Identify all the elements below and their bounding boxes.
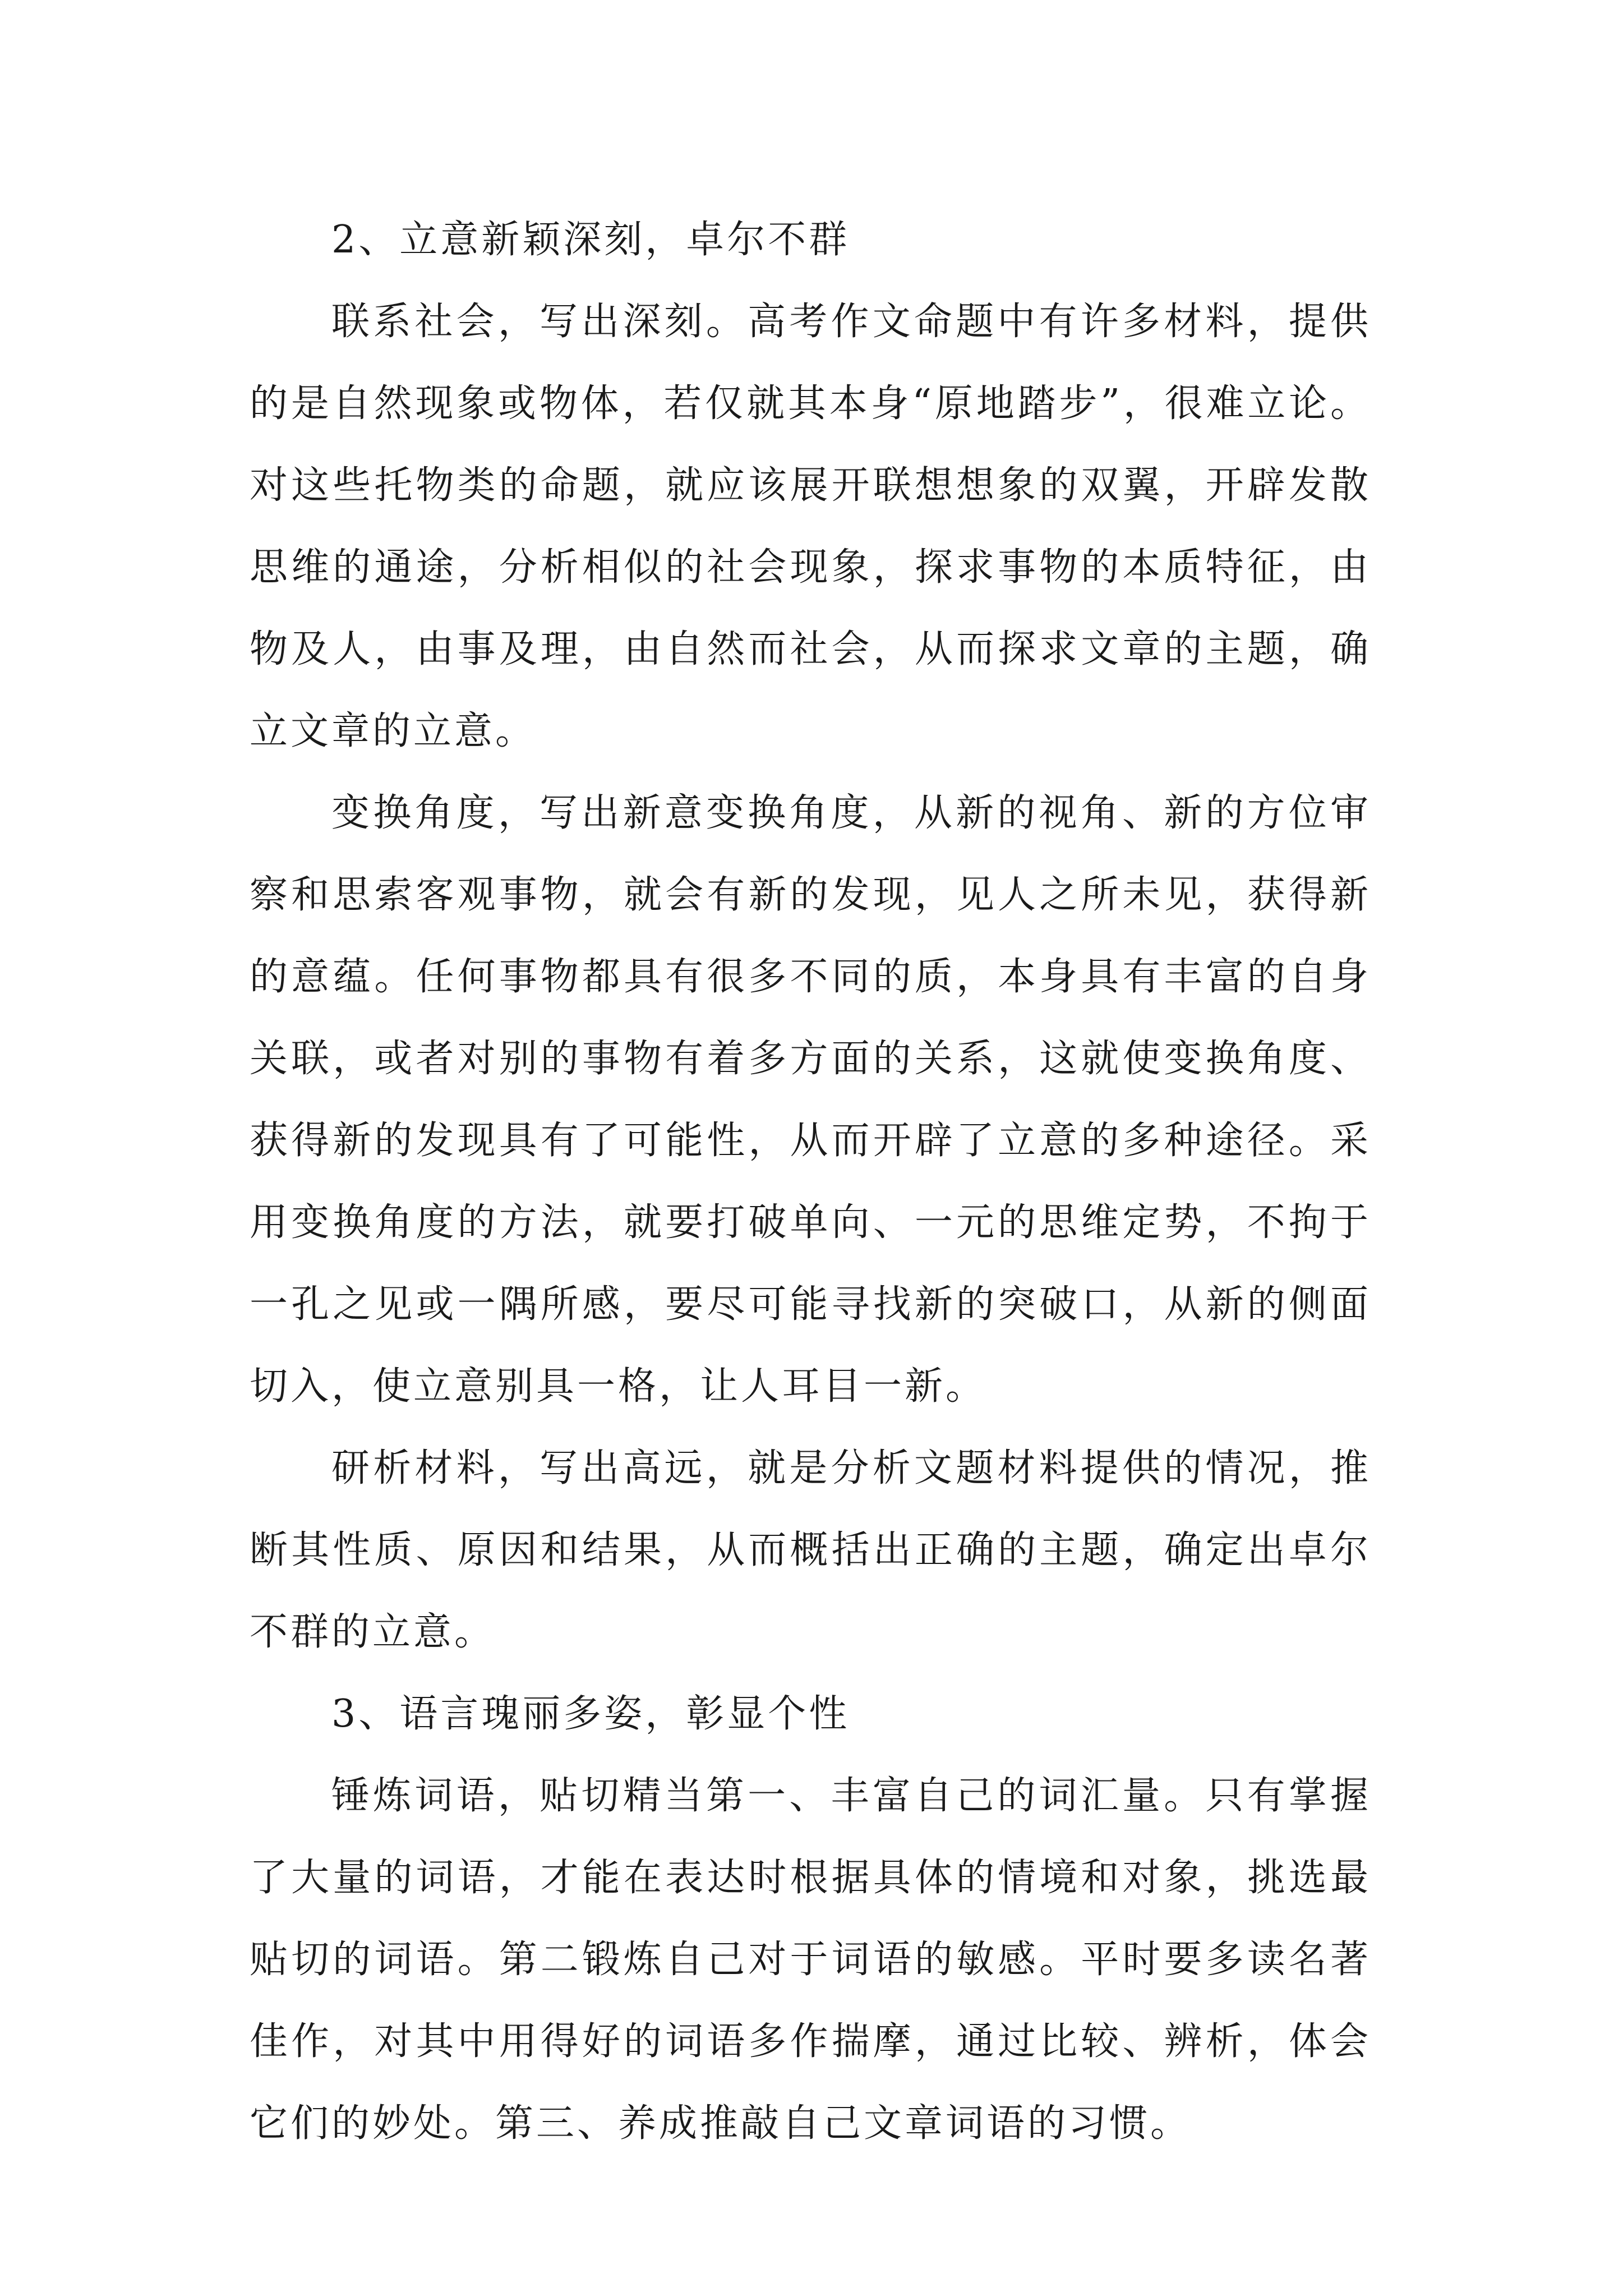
paragraph-analyze-material: 研析材料，写出高远，就是分析文题材料提供的情况，推断其性质、原因和结果，从而概括出正确的主题，确定出卓尔不群的立意。: [250, 1446, 1371, 1654]
paragraph-connect-society: 联系社会，写出深刻。高考作文命题中有许多材料，提供的是自然现象或物体，若仅就其本身“原地踏步”，很难立论。对这些托物类的命题，就应该展开联想想象的双翼，开辟发散思维的通途，分析相似的社会现象，探求事物的本质特征，由物及人，由事及理，由自然而社会，从而探求文章的主题，确立文章的立意。: [250, 300, 1371, 753]
document-body: [250, 199, 1371, 2165]
section-heading-3: 3、语言瑰丽多姿，彰显个性: [331, 1692, 850, 1736]
paragraph-refine-words: 锤炼词语，贴切精当第一、丰富自己的词汇量。只有掌握了大量的词语，才能在表达时根据具体的情境和对象，挑选最贴切的词语。第二锻炼自己对于词语的敏感。平时要多读名著佳作，对其中用得好的词语多作揣摩，通过比较、辨析，体会它们的妙处。第三、养成推敲自己文章词语的习惯。: [250, 1774, 1371, 2146]
paragraph-change-angle: 变换角度，写出新意变换角度，从新的视角、新的方位审察和思索客观事物，就会有新的发现，见人之所未见，获得新的意蕴。任何事物都具有很多不同的质，本身具有丰富的自身关联，或者对别的事物有着多方面的关系，这就使变换角度、获得新的发现具有了可能性，从而开辟了立意的多种途径。采用变换角度的方法，就要打破单向、一元的思维定势，不拘于一孔之见或一隅所感，要尽可能寻找新的突破口，从新的侧面切入，使立意别具一格，让人耳目一新。: [250, 791, 1371, 1409]
section-heading-2: 2、立意新颖深刻，卓尔不群: [331, 218, 850, 262]
